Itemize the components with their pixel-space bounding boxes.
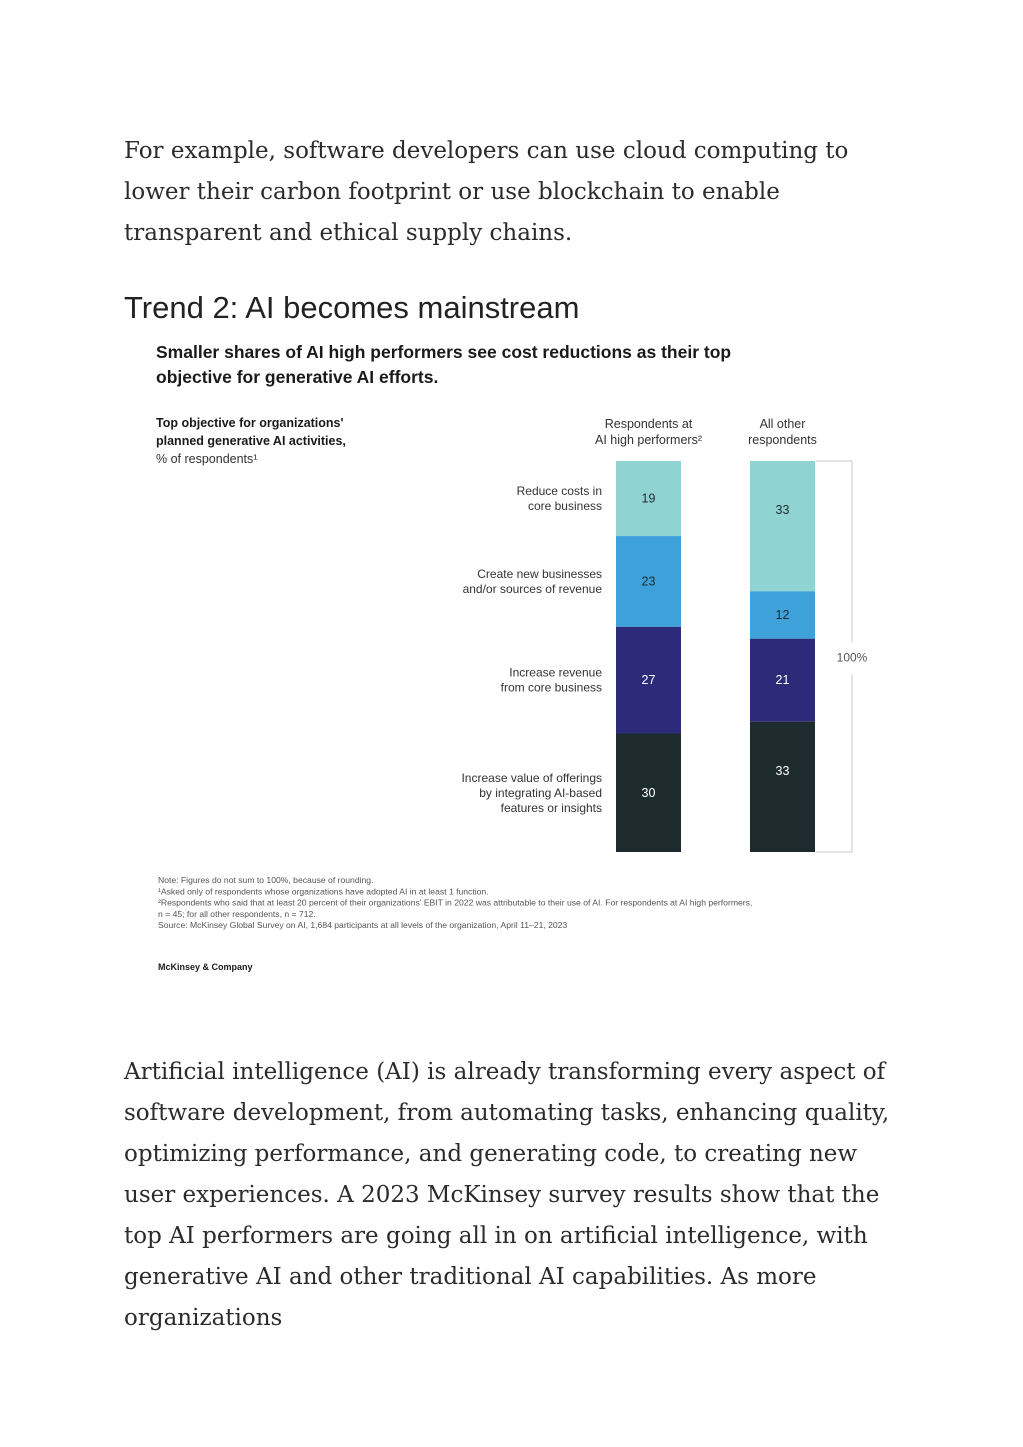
category-label-3-line-1: by integrating AI-based <box>479 785 602 800</box>
chart-subtitle-line-2: planned generative AI activities, <box>156 434 346 448</box>
section-heading: Trend 2: AI becomes mainstream <box>124 290 580 325</box>
brand-label: McKinsey & Company <box>158 962 253 972</box>
column-header-0-line-1: AI high performers² <box>595 433 702 447</box>
category-label-2-line-1: from core business <box>500 680 602 695</box>
category-label-1-line-0: Create new businesses <box>477 566 602 581</box>
bar-value-label-col0-cat0: 19 <box>641 491 656 506</box>
outro-paragraph: Artificial intelligence (AI) is already transforming every aspect of software development, from automating tasks, enhancing quality, optimizing performance, and generating code, to creating new user experiences. A 2023 McKinsey survey results show that the top AI performers are going all in on artificial intelligence, with generative AI and other traditional AI capabilities. As more organizations <box>124 1059 890 1331</box>
bar-value-label-col1-cat1: 12 <box>775 608 790 623</box>
bar-value-label-col0-cat3: 30 <box>641 785 656 800</box>
bar-segment-col1-cat3 <box>750 722 815 852</box>
category-label-3-line-0: Increase value of offerings <box>461 770 602 785</box>
chart-note-line-0: Note: Figures do not sum to 100%, because of rounding. <box>158 875 374 885</box>
bar-value-label-col1-cat2: 21 <box>775 673 790 688</box>
category-label-2-line-0: Increase revenue <box>509 665 602 680</box>
chart-subtitle-line-3: % of respondents¹ <box>156 452 258 466</box>
chart-title-line-2: objective for generative AI efforts. <box>156 367 439 387</box>
column-header-0-line-0: Respondents at <box>604 417 693 431</box>
total-bracket-bottom <box>816 675 852 853</box>
chart-note-line-3: n = 45; for all other respondents, n = 712. <box>158 908 316 919</box>
bar-value-label-col1-cat0: 33 <box>775 503 790 518</box>
bar-value-label-col0-cat1: 23 <box>641 574 656 589</box>
bar-value-label-col0-cat2: 27 <box>641 673 656 688</box>
chart-note-line-2: ²Respondents who said that at least 20 percent of their organizations' EBIT in 2022 was attributable to their use of AI. For respondents at AI high performers, <box>158 897 753 908</box>
category-label-3-line-2: features or insights <box>500 800 602 815</box>
column-header-1-line-0: All other <box>759 417 806 431</box>
total-bracket-top <box>816 461 852 643</box>
total-label: 100% <box>836 650 868 665</box>
chart-subtitle-line-1: Top objective for organizations' <box>156 416 344 430</box>
chart-note-line-4: Source: McKinsey Global Survey on AI, 1,684 participants at all levels of the organization, April 11–21, 2023 <box>158 920 568 931</box>
bar-segment-col1-cat0 <box>750 461 815 591</box>
chart-title-line-1: Smaller shares of AI high performers see cost reductions as their top <box>156 342 732 362</box>
category-label-0-line-1: core business <box>527 499 602 514</box>
category-label-1-line-1: and/or sources of revenue <box>462 581 602 596</box>
chart-note-line-1: ¹Asked only of respondents whose organizations have adopted AI in at least 1 function. <box>158 886 489 897</box>
column-header-1-line-1: respondents <box>748 433 817 447</box>
bar-value-label-col1-cat3: 33 <box>775 763 790 778</box>
intro-paragraph: For example, software developers can use cloud computing to lower their carbon footprint or use blockchain to enable transparent and ethical supply chains. <box>124 138 849 246</box>
category-label-0-line-0: Reduce costs in <box>516 484 602 499</box>
